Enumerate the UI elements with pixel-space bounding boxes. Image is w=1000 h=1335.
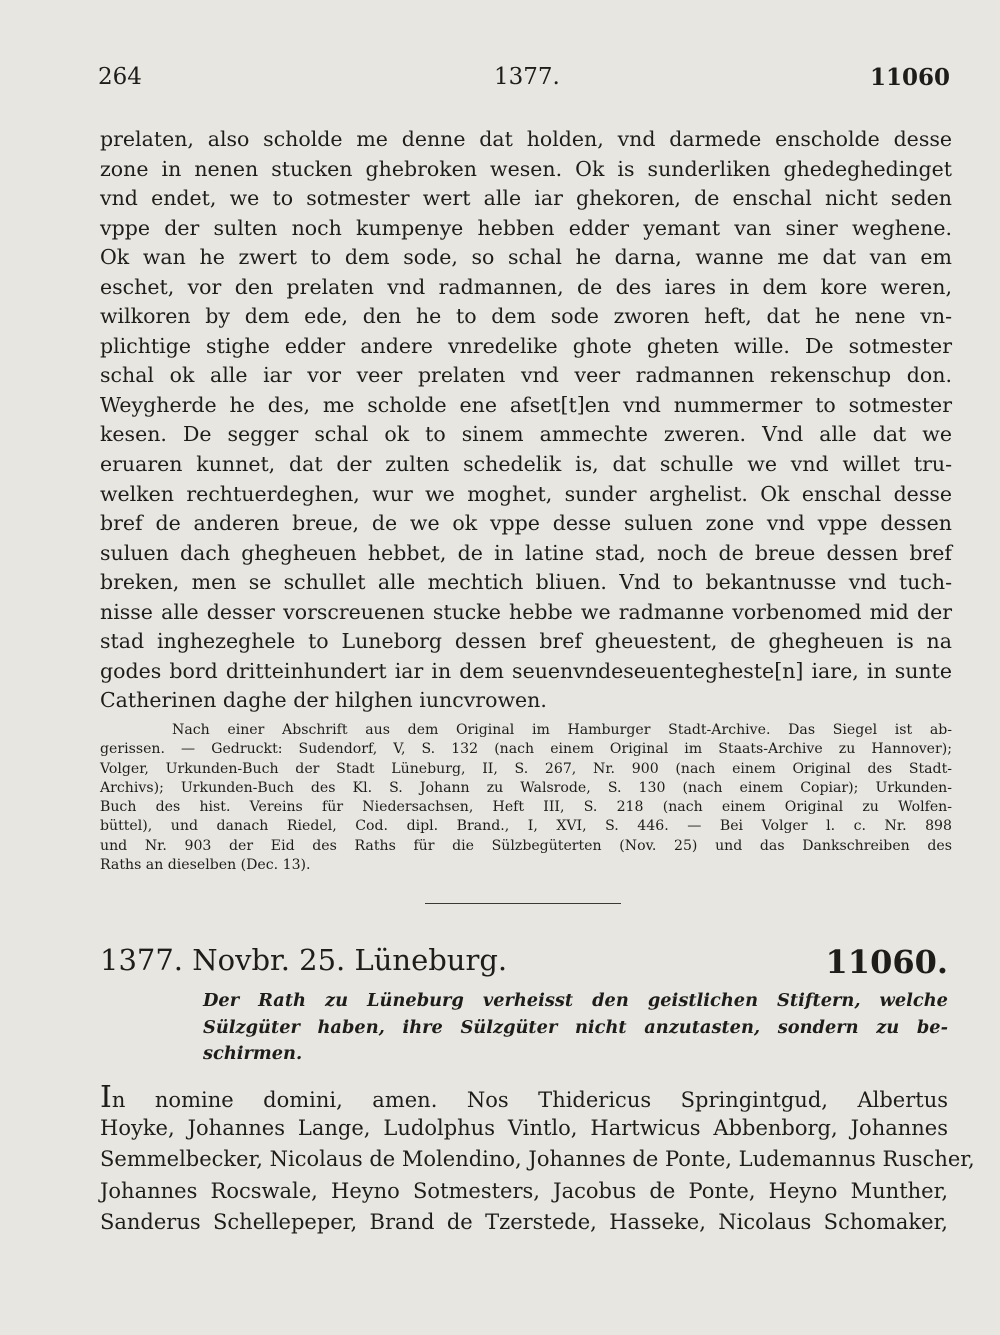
text-line: eruaren kunnet, dat der zulten schedelik is, dat schulle we vnd willet tru- xyxy=(100,452,952,477)
text-line: eschet, vor den prelaten vnd radmannen, de des iares in dem kore weren, xyxy=(100,274,952,299)
note-line: Buch des hist. Vereins für Niedersachsen, Heft III, S. 218 (nach einem Original zu Wolfen- xyxy=(100,799,952,816)
text-line: suluen dach ghegheuen hebbet, de in latine stad, noch de breue dessen bref xyxy=(100,540,952,565)
note-line: Nach einer Abschrift aus dem Original im Hamburger Stadt-Archive. Das Siegel ist ab- xyxy=(172,722,952,738)
regest-line: Sülzgüter haben, ihre Sülzgüter nicht anzutasten, sondern zu be- xyxy=(203,1016,948,1038)
text-line: Ok wan he zwert to dem sode, so schal he darna, wanne me dat van em xyxy=(100,245,952,270)
text-line: vnd endet, we to sotmester wert alle iar ghekoren, de enschal nicht seden xyxy=(100,186,952,211)
text-line: Weygherde he des, me scholde ene afset[t]en vnd nummermer to sotmester xyxy=(100,392,952,417)
note-line: büttel), und danach Riedel, Cod. dipl. Brand., I, XVI, S. 446. — Bei Volger l. c. Nr. 898 xyxy=(100,818,952,835)
text-line: breken, men se schullet alle mechtich bliuen. Vnd to bekantnusse vnd tuch- xyxy=(100,570,952,595)
text-line: godes bord dritteinhundert iar in dem seuenvndeseuentegheste[n] iare, in sunte xyxy=(100,658,952,683)
first-line-rest: n nomine domini, amen. Nos Thidericus Springintgud, Albertus xyxy=(111,1088,948,1112)
regest-line: Der Rath zu Lüneburg verheisst den geistlichen Stiftern, welche xyxy=(203,990,948,1011)
note-line: Archivs); Urkunden-Buch des Kl. S. Johann zu Walsrode, S. 130 (nach einem Copiar); Urkunden- xyxy=(100,779,952,796)
document-heading xyxy=(100,938,948,982)
text-line: Hoyke, Johannes Lange, Ludolphus Vintlo, Hartwicus Abbenborg, Johannes xyxy=(100,1116,948,1141)
text-line: vppe der sulten noch kumpenye hebben edder yemant van siner weghene. xyxy=(100,215,952,240)
initial-letter: I xyxy=(100,1080,112,1115)
text-line: stad inghezeghele to Luneborg dessen bref gheuestent, de ghegheuen is na xyxy=(100,629,952,654)
text-line: Johannes Rocswale, Heyno Sotmesters, Jacobus de Ponte, Heyno Munther, xyxy=(100,1178,948,1203)
text-line: Catherinen daghe der hilghen iuncvrowen. xyxy=(100,688,547,713)
note-line: Raths an dieselben (Dec. 13). xyxy=(100,857,311,874)
source-notes xyxy=(100,721,952,875)
text-line: Semmelbecker, Nicolaus de Molendino, Johannes de Ponte, Ludemannus Ruscher, xyxy=(100,1147,975,1172)
text-line-first xyxy=(100,1082,948,1113)
document-number: 11060. xyxy=(825,943,948,981)
running-year: 1377. xyxy=(494,64,560,90)
note-line: Volger, Urkunden-Buch der Stadt Lüneburg, II, S. 267, Nr. 900 (nach einem Original des Stadt- xyxy=(100,760,952,777)
page-header xyxy=(98,64,950,100)
text-line: schal ok alle iar vor veer prelaten vnd veer radmannen rekenschup don. xyxy=(100,363,952,388)
note-line: und Nr. 903 der Eid des Raths für die Sülzbegüterten (Nov. 25) und das Dankschreiben des xyxy=(100,837,952,854)
text-line: welken rechtuerdeghen, wur we moghet, sunder arghelist. Ok enschal desse xyxy=(100,481,952,506)
text-line: bref de anderen breue, de we ok vppe desse suluen zone vnd vppe dessen xyxy=(100,511,952,536)
text-line: prelaten, also scholde me denne dat holden, vnd darmede enscholde desse xyxy=(100,127,952,151)
document-text-continued xyxy=(100,125,952,716)
text-line: wilkoren by dem ede, den he to dem sode zworen heft, dat he nene vn- xyxy=(100,304,952,329)
document-regest xyxy=(203,988,948,1068)
note-line: gerissen. — Gedruckt: Sudendorf, V, S. 132 (nach einem Original im Staats-Archive zu Hannover); xyxy=(100,741,952,758)
text-line: Sanderus Schellepeper, Brand de Tzerstede, Hasseke, Nicolaus Schomaker, xyxy=(100,1209,948,1234)
text-line: kesen. De segger schal ok to sinem ammechte zweren. Vnd alle dat we xyxy=(100,422,952,447)
text-line: zone in nenen stucken ghebroken wesen. Ok is sunderliken ghedeghedinget xyxy=(100,156,952,181)
text-line: plichtige stighe edder andere vnredelike ghote gheten wille. De sotmester xyxy=(100,333,952,358)
regest-line: schirmen. xyxy=(203,1043,303,1064)
page-number: 264 xyxy=(98,64,142,90)
running-document-number: 11060 xyxy=(869,64,950,91)
text-line: nisse alle desser vorscreuenen stucke hebbe we radmanne vorbenomed mid der xyxy=(100,599,952,624)
document-date-place: 1377. Novbr. 25. Lüneburg. xyxy=(100,943,508,977)
section-divider xyxy=(425,903,621,904)
document-text xyxy=(100,1080,975,1238)
